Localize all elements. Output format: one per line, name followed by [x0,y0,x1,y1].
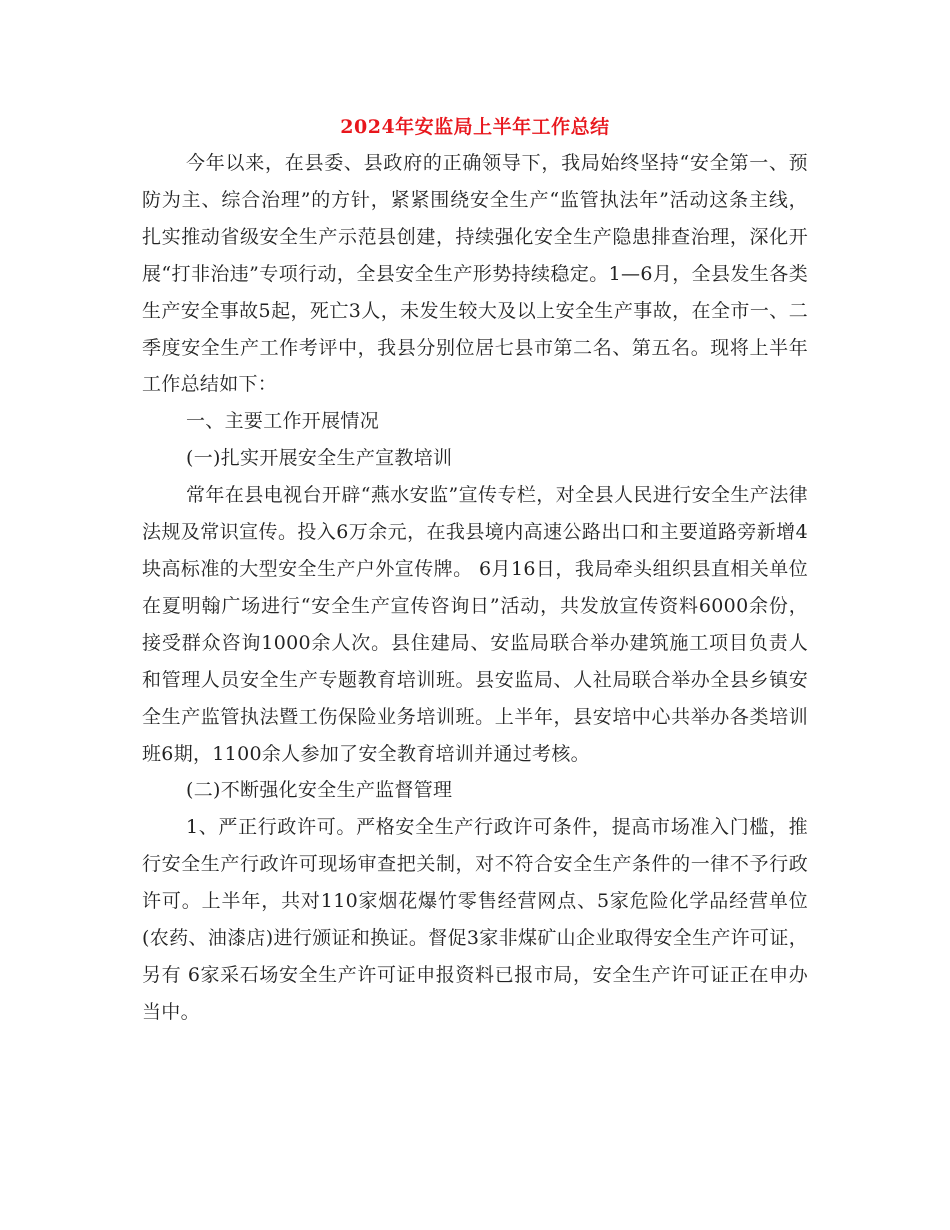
supervision-paragraph: 1、严正行政许可。严格安全生产行政许可条件，提高市场准入门槛，推行安全生产行政许可现场审查把关制，对不符合安全生产条件的一律不予行政许可。上半年，共对110家烟花爆竹零售经营网点、5家危险化学品经营单位(农药、油漆店)进行颁证和换证。督促3家非煤矿山企业取得安全生产许可证，另有 6家采石场安全生产许可证申报资料已报市局，安全生产许可证正在申办当中。 [142,816,808,1023]
document-page [142,110,808,1031]
subsection-heading-supervision: (二)不断强化安全生产监督管理 [186,779,453,802]
intro-paragraph: 今年以来，在县委、县政府的正确领导下，我局始终坚持“安全第一、预防为主、综合治理”的方针，紧紧围绕安全生产“监管执法年”活动这条主线，扎实推动省级安全生产示范县创建，持续强化安全生产隐患排查治理，深化开展“打非治违”专项行动，全县安全生产形势持续稳定。1—6月，全县发生各类生产安全事故5起，死亡3人，未发生较大及以上安全生产事故，在全市一、二季度安全生产工作考评中，我县分别位居七县市第二名、第五名。现将上半年工作总结如下： [142,152,808,396]
document-title: 2024年安监局上半年工作总结 [340,116,610,138]
training-paragraph: 常年在县电视台开辟“燕水安监”宣传专栏，对全县人民进行安全生产法律法规及常识宣传。投入6万余元，在我县境内高速公路出口和主要道路旁新增4块高标准的大型安全生产户外宣传牌。 6月16日，我局牵头组织县直相关单位在夏明翰广场进行“安全生产宣传咨询日”活动，共发放宣传资料6000余份，接受群众咨询1000余人次。县住建局、安监局联合举办建筑施工项目负责人和管理人员安全生产专题教育培训班。县安监局、人社局联合举办全县乡镇安全生产监管执法暨工伤保险业务培训班。上半年，县安培中心共举办各类培训班6期，1100余人参加了安全教育培训并通过考核。 [142,484,808,765]
section-heading-main-work: 一、主要工作开展情况 [186,410,380,433]
subsection-heading-training: (一)扎实开展安全生产宣教培训 [186,447,453,470]
